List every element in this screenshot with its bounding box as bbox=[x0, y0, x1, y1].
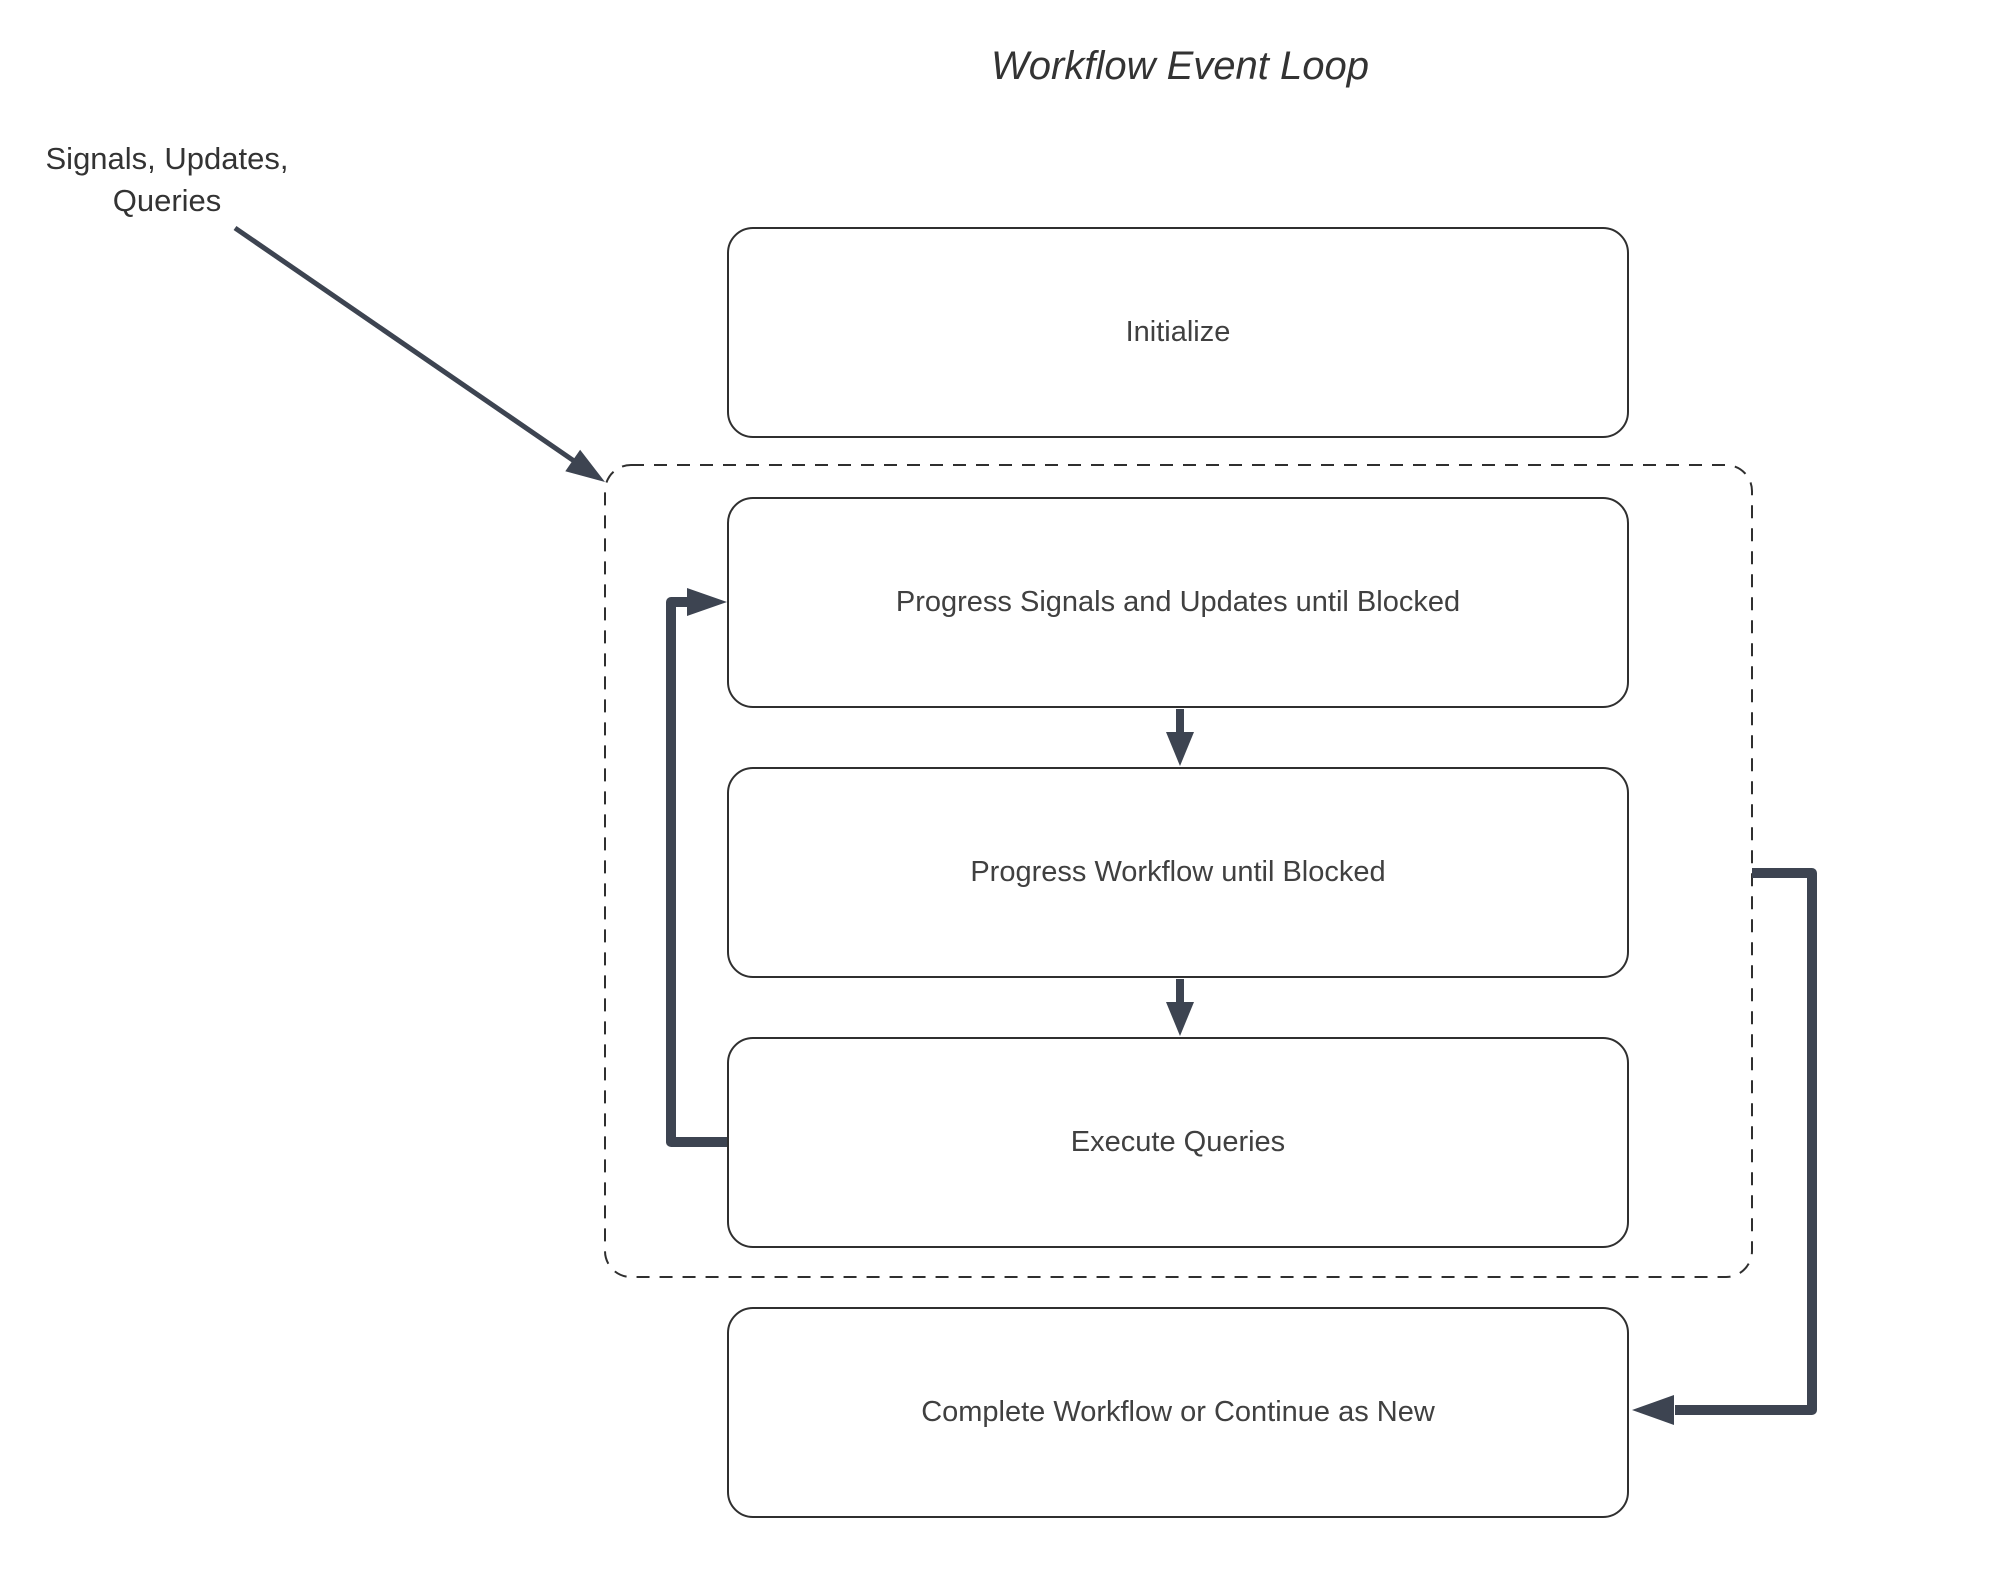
annotation-line-1: Signals, Updates, bbox=[45, 141, 289, 176]
node-progress-workflow bbox=[727, 767, 1629, 978]
loop-back-arrow-line bbox=[671, 602, 727, 1142]
node-initialize-label: Initialize bbox=[1125, 316, 1231, 348]
flow-arrow-2-head bbox=[1166, 1002, 1194, 1036]
node-progress-signals-updates-label: Progress Signals and Updates until Blocked bbox=[895, 586, 1461, 618]
continue-arrow-head bbox=[1632, 1395, 1674, 1425]
node-initialize bbox=[727, 227, 1629, 438]
continue-arrow-line bbox=[1675, 873, 1812, 1410]
annotation-arrow-head bbox=[565, 450, 605, 482]
annotation-arrow-line bbox=[235, 228, 577, 463]
node-complete-workflow-label: Complete Workflow or Continue as New bbox=[921, 1396, 1435, 1428]
node-execute-queries-label: Execute Queries bbox=[1070, 1126, 1286, 1158]
node-progress-workflow-label: Progress Workflow until Blocked bbox=[970, 856, 1386, 888]
loop-back-arrow-head bbox=[687, 588, 727, 616]
node-progress-signals-updates bbox=[727, 497, 1629, 708]
flow-arrow-1-head bbox=[1166, 732, 1194, 766]
diagram-title: Workflow Event Loop bbox=[991, 44, 1369, 88]
node-execute-queries bbox=[727, 1037, 1629, 1248]
annotation-line-2: Queries bbox=[112, 183, 222, 218]
node-complete-workflow bbox=[727, 1307, 1629, 1518]
